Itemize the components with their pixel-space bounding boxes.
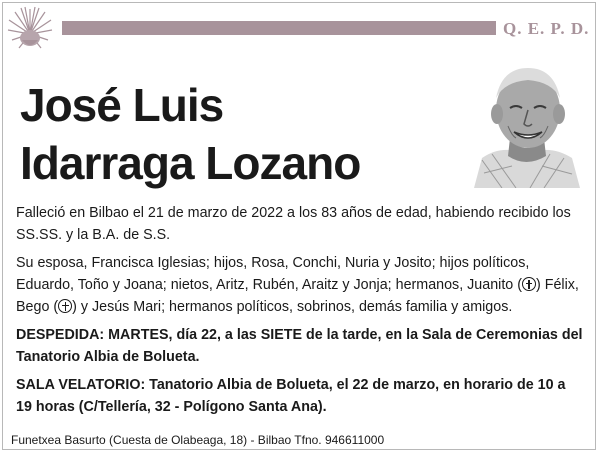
deceased-name-last: Idarraga Lozano [20,137,361,189]
wake-paragraph [16,374,584,418]
wake-label: SALA VELATORIO: [16,377,146,393]
farewell-label: DESPEDIDA: MARTES [16,327,169,343]
thistle-icon [5,4,55,54]
cross-icon [522,277,536,291]
farewell-text: , día 22, a las SIETE de la tarde, en la Sala de Ceremonias del Tanatorio Albia de Bolueta. [16,327,583,365]
family-text-1: Su esposa, Francisca Iglesias; hijos, Rosa, Conchi, Nuria y Josito; hijos políticos, Eduardo, Toño y Joana; nietos, Aritz, Rubén, Araitz y Jonja; hermanos, Juanito ( [16,255,530,293]
header-bar [62,21,496,35]
family-paragraph [16,252,584,318]
obituary-body [16,202,584,424]
cross-icon [58,299,72,313]
deceased-name-first: José Luis [20,79,224,131]
farewell-paragraph [16,324,584,368]
portrait-photo [472,58,580,188]
funeral-home-footer: Funetxea Basurto (Cuesta de Olabeaga, 18) - Bilbao Tfno. 946611000 [11,433,385,447]
family-text-2: ) Félix, Bego ( [16,277,579,315]
death-statement: Falleció en Bilbao el 21 de marzo de 2022 a los 83 años de edad, habiendo recibido los SS.SS. y la B.A. de S.S. [16,205,571,243]
wake-text: Tanatorio Albia de Bolueta, el 22 de marzo, en horario de 10 a 19 horas (C/Tellería, 32 - Polígono Santa Ana). [16,377,566,415]
family-text-3: ) y Jesús Mari; hermanos políticos, sobrinos, demás familia y amigos. [72,299,513,315]
qepd-label: Q. E. P. D. [503,19,590,38]
